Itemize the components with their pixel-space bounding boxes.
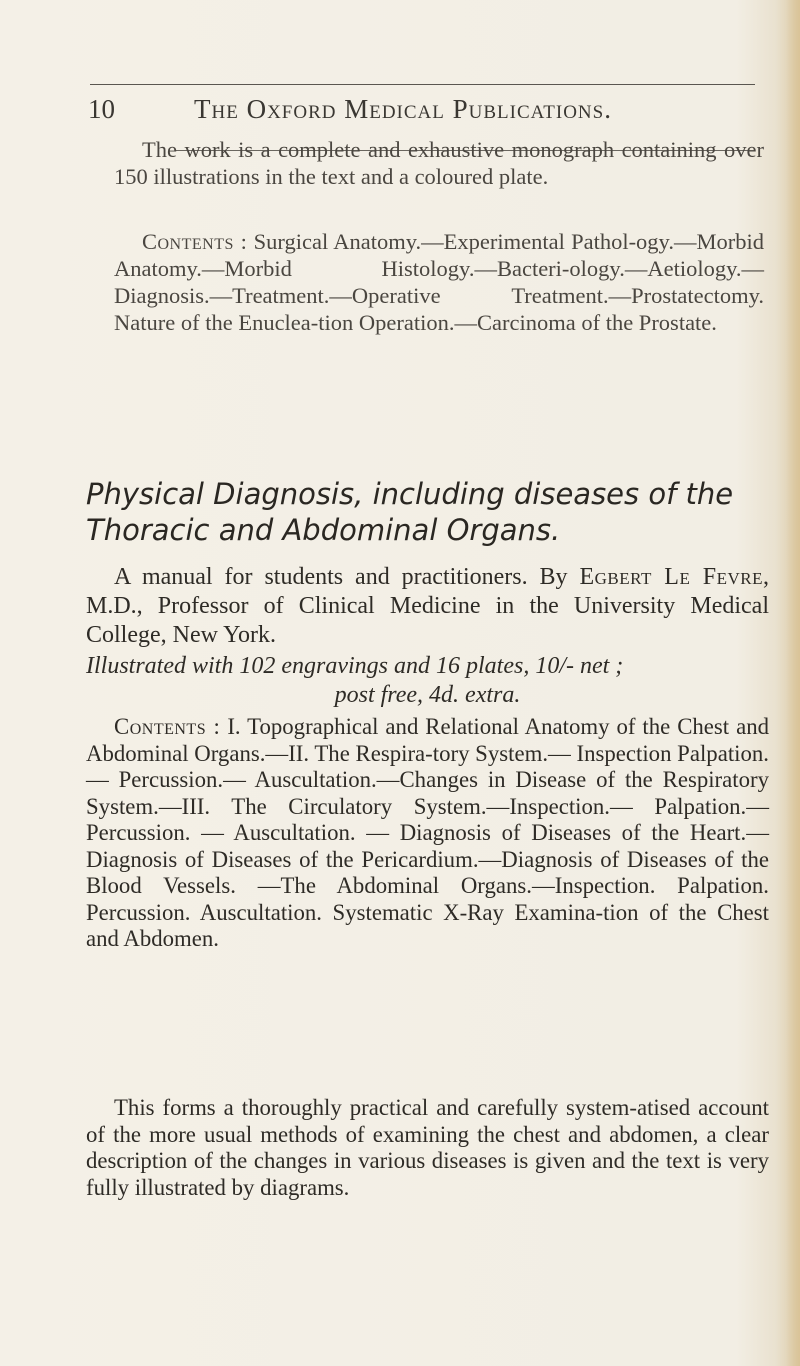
book-title-line: Physical Diagnosis, including diseases of the [86, 477, 734, 511]
book-summary: This forms a thoroughly practical and carefully system-atised account of the more usual methods of examining the chest and abdomen, a clear description of the changes in various diseases is given and the text is very fully illustrated by diagrams. [86, 1095, 769, 1200]
contents-label: Contents : [114, 714, 221, 739]
contents-text: I. Topographical and Relational Anatomy of the Chest and Abdominal Organs.—II. The Respira-tory System.— Inspection Palpation. — Percussion.— Auscultation.—Changes in Disease of the Respiratory System.—III. The Circulatory System.—Inspection.— Palpation.— Percussion. — Auscultation. — Diagnosis of Diseases of the Heart.—Diagnosis of Diseases of the Pericardium.—Diagnosis of Diseases of the Blood Vessels. —The Abdominal Organs.—Inspection. Palpation. Percussion. Auscultation. Systematic X-Ray Examina-tion of the Chest and Abdomen. [86, 714, 769, 951]
contents-label: Contents : [142, 229, 248, 254]
manual-text: , M.D., Professor of Clinical Medicine in the University Medical College, New York. [86, 564, 769, 648]
book-title [86, 476, 776, 548]
book-manual-description [86, 563, 769, 650]
manual-text: A manual for students and practitioners. By [114, 564, 580, 590]
page-number: 10 [88, 94, 115, 124]
illustration-line: Illustrated with 102 engravings and 16 plates, 10/- net ; [86, 653, 624, 679]
header-rule-top [90, 84, 755, 85]
page-header [88, 92, 768, 132]
book-title-line: Thoracic and Abdominal Organs. [86, 513, 561, 547]
book-contents [86, 714, 769, 953]
postage-line: post free, 4d. extra. [334, 682, 521, 708]
contents-text: Surgical Anatomy.—Experimental Pathol-ogy.—Morbid Anatomy.—Morbid Histology.—Bacteri-ology.—Aetiology.—Diagnosis.—Treatment.—Operative Treatment.—Prostatectomy. Nature of the Enuclea-tion Operation.—Carcinoma of the Prostate. [114, 229, 764, 335]
author-name: Egbert Le Fevre [579, 564, 763, 590]
illustration-price-note [86, 652, 769, 710]
running-head: The Oxford Medical Publications. [194, 94, 612, 124]
page-edge [786, 0, 800, 1366]
monograph-contents [114, 228, 764, 336]
monograph-description: The work is a complete and exhaustive monograph containing over 150 illustrations in the text and a coloured plate. [114, 137, 764, 189]
